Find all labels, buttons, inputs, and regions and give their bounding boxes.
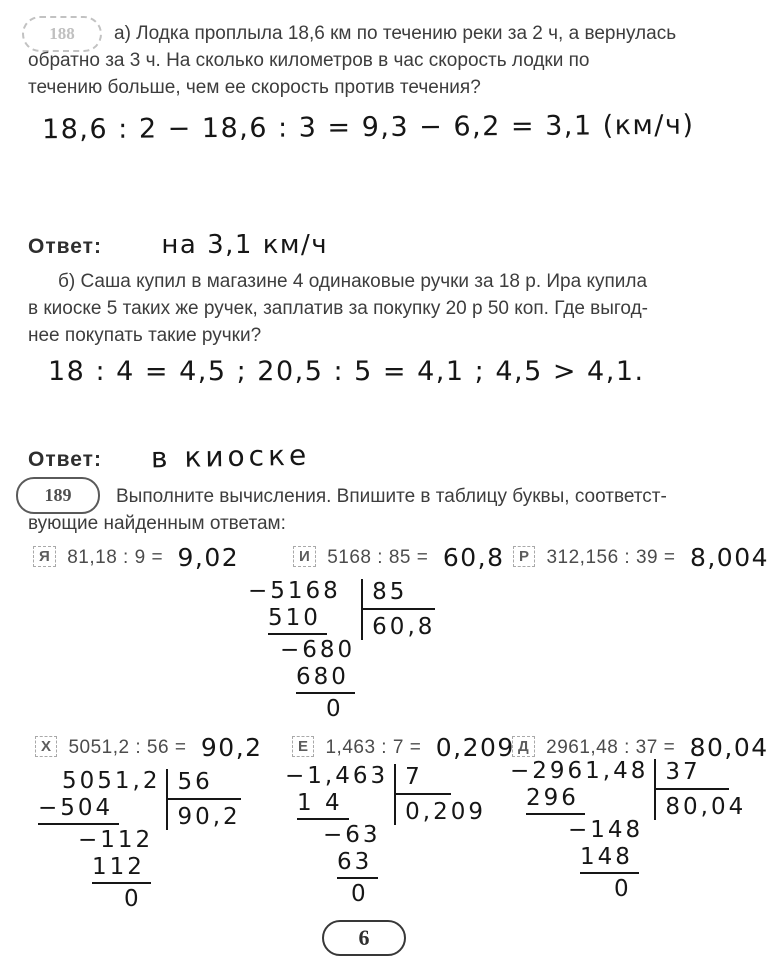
division-step: −5168 bbox=[248, 578, 341, 604]
answer-label: Ответ: bbox=[28, 235, 102, 258]
division-step: 510 bbox=[268, 605, 327, 635]
divisor: 7 bbox=[396, 764, 451, 795]
division-letter: Я bbox=[33, 546, 56, 567]
division-step: 0 bbox=[614, 876, 632, 902]
division-step: −148 bbox=[568, 817, 644, 843]
division-expression: 81,18 : 9 = bbox=[67, 547, 164, 568]
division-step: −63 bbox=[323, 822, 381, 848]
division-expression: 2961,48 : 37 = bbox=[546, 737, 676, 758]
division-corner bbox=[166, 769, 250, 830]
division-corner bbox=[361, 579, 445, 640]
division-step: −680 bbox=[280, 637, 356, 663]
quotient: 60,8 bbox=[372, 614, 436, 640]
division-step: −504 bbox=[38, 795, 119, 825]
division-step: −1,463 bbox=[285, 763, 389, 789]
long-division-e bbox=[285, 763, 496, 908]
long-division-d bbox=[510, 758, 756, 903]
problem-189-text bbox=[28, 483, 768, 537]
division-step: −112 bbox=[78, 827, 154, 853]
handwritten-result: 0,209 bbox=[435, 733, 515, 762]
answer-row-188a bbox=[28, 230, 328, 260]
problem-188b-text bbox=[28, 268, 768, 349]
division-letter: Р bbox=[513, 546, 535, 567]
handwritten-result: 9,02 bbox=[177, 543, 240, 572]
equation-item-e bbox=[292, 733, 515, 762]
long-division-kh bbox=[38, 768, 251, 913]
division-step: 680 bbox=[296, 664, 355, 694]
division-letter: И bbox=[293, 546, 316, 567]
problem-text-line: нее покупать такие ручки? bbox=[28, 325, 262, 346]
page-number-badge bbox=[322, 920, 406, 956]
equation-item-i bbox=[293, 543, 504, 572]
problem-188a-text bbox=[28, 20, 768, 101]
quotient: 90,2 bbox=[177, 804, 241, 830]
problem-text-line: вующие найденным ответам: bbox=[28, 513, 286, 534]
answer-row-188b bbox=[28, 440, 311, 473]
problem-189-number: 189 bbox=[44, 485, 72, 505]
division-letter: Д bbox=[512, 736, 535, 757]
handwritten-work-188b: 18 : 4 = 4,5 ; 20,5 : 5 = 4,1 ; 4,5 > 4,1. bbox=[48, 356, 645, 387]
handwritten-answer-188b: в киоске bbox=[151, 438, 311, 475]
division-step: 1 4 bbox=[297, 790, 349, 820]
handwritten-answer-188a: на 3,1 км/ч bbox=[161, 230, 329, 260]
division-steps bbox=[285, 763, 394, 908]
divisor: 56 bbox=[168, 769, 240, 800]
handwritten-result: 60,8 bbox=[442, 543, 505, 572]
division-steps bbox=[248, 578, 361, 723]
division-step: 0 bbox=[351, 881, 369, 907]
division-expression: 1,463 : 7 = bbox=[325, 737, 422, 758]
division-step: 5051,2 bbox=[62, 768, 161, 794]
quotient: 80,04 bbox=[665, 794, 747, 820]
problem-text-line: а) Лодка проплыла 18,6 км по течению реки за 2 ч, а вернулась bbox=[114, 23, 677, 44]
division-step: 63 bbox=[337, 849, 378, 879]
division-letter: Х bbox=[35, 736, 57, 757]
answer-label: Ответ: bbox=[28, 448, 102, 471]
problem-text-line: Выполните вычисления. Впишите в таблицу буквы, соответст- bbox=[116, 486, 667, 507]
divisor: 37 bbox=[656, 759, 728, 790]
division-step: 296 bbox=[526, 785, 585, 815]
problem-text-line: в киоске 5 таких же ручек, заплатив за покупку 20 р 50 коп. Где выгод- bbox=[28, 298, 648, 319]
divisor: 85 bbox=[363, 579, 435, 610]
handwritten-result: 8,004 bbox=[689, 543, 770, 572]
division-corner bbox=[654, 759, 756, 820]
division-expression: 5051,2 : 56 = bbox=[68, 737, 187, 758]
handwritten-work-188a: 18,6 : 2 − 18,6 : 3 = 9,3 − 6,2 = 3,1 (км/ч) bbox=[41, 109, 695, 146]
quotient: 0,209 bbox=[405, 799, 486, 825]
division-step: 0 bbox=[326, 696, 344, 722]
division-steps bbox=[38, 768, 166, 913]
division-steps bbox=[510, 758, 654, 903]
handwritten-result: 80,04 bbox=[689, 733, 769, 762]
division-step: 112 bbox=[92, 854, 151, 884]
problem-text-line: обратно за 3 ч. На сколько километров в час скорость лодки по bbox=[28, 50, 590, 71]
division-expression: 312,156 : 39 = bbox=[546, 547, 676, 568]
problem-188-number: 188 bbox=[49, 24, 75, 43]
division-step: 148 bbox=[580, 844, 639, 874]
problem-text-line: б) Саша купил в магазине 4 одинаковые ручки за 18 р. Ира купила bbox=[58, 271, 648, 292]
equation-item-r bbox=[513, 543, 769, 572]
division-step: −2961,48 bbox=[510, 758, 649, 784]
division-step: 0 bbox=[124, 886, 142, 912]
division-corner bbox=[394, 764, 496, 825]
handwritten-result: 90,2 bbox=[200, 733, 263, 762]
problem-text-line: течению больше, чем ее скорость против течения? bbox=[28, 77, 481, 98]
equation-item-ya bbox=[33, 543, 239, 572]
equation-item-kh bbox=[35, 733, 263, 762]
division-expression: 5168 : 85 = bbox=[327, 547, 429, 568]
long-division-i bbox=[248, 578, 445, 723]
page-number: 6 bbox=[358, 925, 370, 950]
division-letter: Е bbox=[292, 736, 314, 757]
